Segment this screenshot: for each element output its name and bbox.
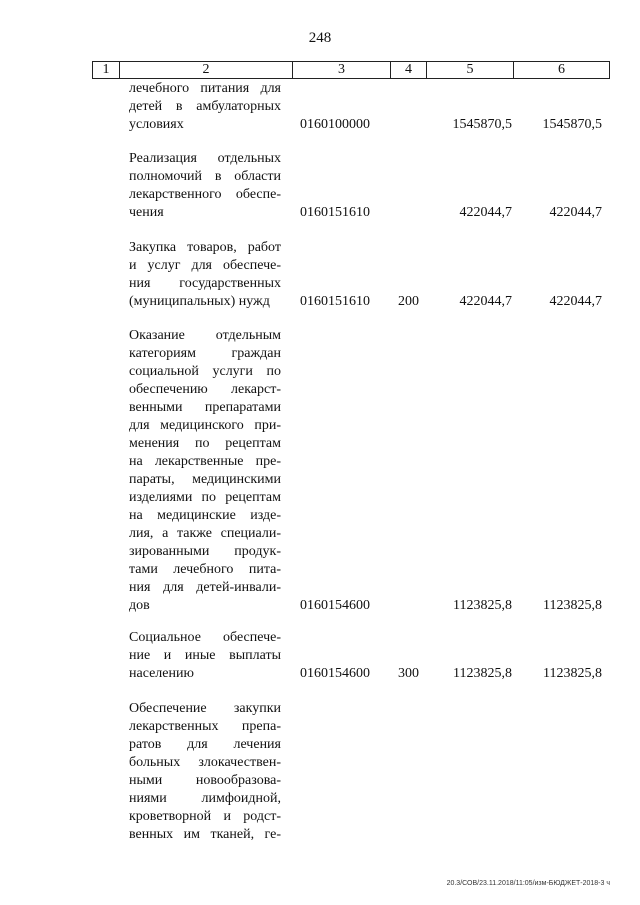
amount-col-5: 422044,7	[459, 294, 512, 309]
description-line: (муниципальных) нужд	[129, 294, 270, 309]
target-article-code: 0160151610	[300, 205, 370, 220]
expense-type-code: 300	[398, 666, 419, 681]
description-line: Оказание отдельным	[129, 328, 281, 343]
header-col-6: 6	[514, 62, 610, 79]
amount-col-6: 422044,7	[549, 205, 602, 220]
description-line: изделиями по рецептам	[129, 490, 281, 505]
amount-col-6: 422044,7	[549, 294, 602, 309]
description-line: условиях	[129, 117, 184, 132]
page-number: 248	[308, 30, 332, 46]
amount-col-5: 1545870,5	[452, 117, 512, 132]
amount-col-6: 1123825,8	[543, 598, 602, 613]
description-line: Закупка товаров, работ	[129, 240, 281, 255]
amount-col-5: 1123825,8	[453, 666, 512, 681]
description-line: полномочий в области	[129, 169, 281, 184]
row-description	[129, 700, 281, 844]
description-line: лекарственного обеспе-	[129, 187, 281, 202]
description-line: для медицинского при-	[129, 418, 281, 433]
description-line: на медицинские изде-	[129, 508, 281, 523]
amount-col-6: 1545870,5	[542, 117, 602, 132]
description-line: тами лечебного пита-	[129, 562, 281, 577]
target-article-code: 0160154600	[300, 666, 370, 681]
column-number-header	[92, 61, 610, 79]
description-line: дов	[129, 598, 150, 613]
description-line: чения	[129, 205, 164, 220]
row-description	[129, 80, 281, 134]
amount-col-6: 1123825,8	[543, 666, 602, 681]
description-line: Социальное обеспече-	[129, 630, 281, 645]
document-footer-code: 20.3/СОВ/23.11.2018/11:05/изм-БЮДЖЕТ-2018-3 ч	[446, 880, 610, 887]
description-line: ными новообразова-	[129, 773, 281, 788]
header-col-4: 4	[391, 62, 427, 79]
description-line: венных им тканей, ге-	[129, 827, 281, 842]
row-description	[129, 327, 281, 615]
description-line: на лекарственные пре-	[129, 454, 281, 469]
row-description	[129, 629, 281, 683]
amount-col-5: 1123825,8	[453, 598, 512, 613]
description-line: лекарственных препа-	[129, 719, 281, 734]
description-line: населению	[129, 666, 194, 681]
description-line: параты, медицинскими	[129, 472, 281, 487]
description-line: лечебного питания для	[129, 81, 281, 96]
description-line: категориям граждан	[129, 346, 281, 361]
header-col-1: 1	[93, 62, 120, 79]
description-line: зированными продук-	[129, 544, 281, 559]
description-line: венными препаратами	[129, 400, 281, 415]
description-line: больных злокачествен-	[129, 755, 281, 770]
row-description	[129, 150, 281, 222]
description-line: ние и иные выплаты	[129, 648, 281, 663]
header-col-5: 5	[427, 62, 514, 79]
amount-col-5: 422044,7	[459, 205, 512, 220]
description-line: обеспечению лекарст-	[129, 382, 281, 397]
target-article-code: 0160151610	[300, 294, 370, 309]
header-col-2: 2	[120, 62, 293, 79]
description-line: ния государственных	[129, 276, 281, 291]
description-line: детей в амбулаторных	[129, 99, 281, 114]
description-line: и услуг для обеспече-	[129, 258, 281, 273]
description-line: ниями лимфоидной,	[129, 791, 281, 806]
description-line: Обеспечение закупки	[129, 701, 281, 716]
expense-type-code: 200	[398, 294, 419, 309]
target-article-code: 0160154600	[300, 598, 370, 613]
description-line: Реализация отдельных	[129, 151, 281, 166]
description-line: ния для детей-инвали-	[129, 580, 281, 595]
header-col-3: 3	[293, 62, 391, 79]
description-line: менения по рецептам	[129, 436, 281, 451]
description-line: кроветворной и родст-	[129, 809, 281, 824]
row-description	[129, 239, 281, 311]
target-article-code: 0160100000	[300, 117, 370, 132]
description-line: лия, а также специали-	[129, 526, 281, 541]
description-line: социальной услуги по	[129, 364, 281, 379]
description-line: ратов для лечения	[129, 737, 281, 752]
